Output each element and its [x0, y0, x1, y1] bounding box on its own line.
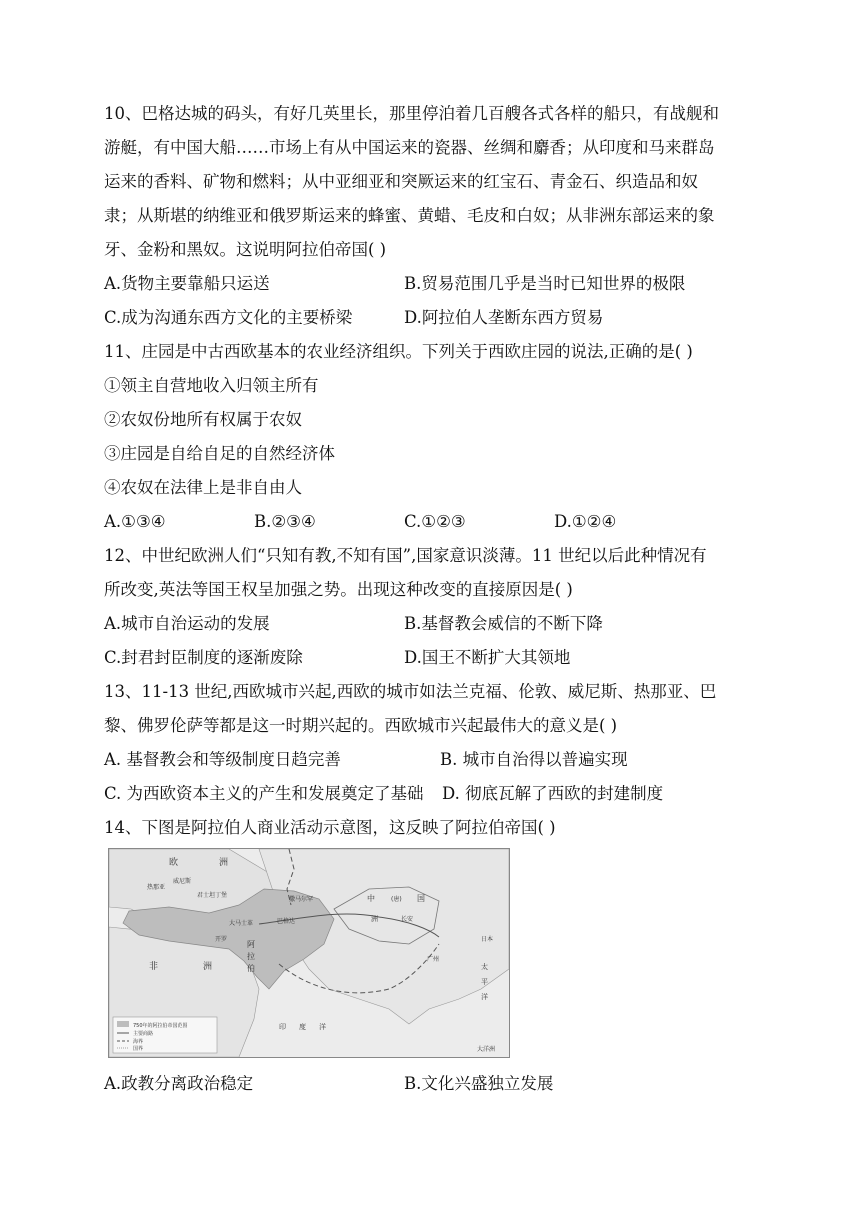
label-indian-ocean-1: 印	[279, 1023, 286, 1031]
question-11-item-3: ③庄园是自给自足的自然经济体	[104, 444, 335, 463]
question-13-option-b[interactable]: B. 城市自治得以普遍实现	[440, 750, 628, 769]
question-12-line-1: 12、中世纪欧洲人们“只知有教,不知有国”,国家意识淡薄。11 世纪以后此种情况有	[104, 546, 707, 565]
question-12-option-c[interactable]: C.封君封臣制度的逐渐废除	[104, 648, 303, 667]
label-china-2: (唐)	[391, 896, 402, 903]
legend-trade-route: 主要商路	[133, 1031, 154, 1037]
label-china-3: 国	[417, 894, 425, 903]
question-13-option-c[interactable]: C. 为西欧资本主义的产生和发展奠定了基础	[104, 784, 424, 803]
question-10-line-5: 牙、金粉和黑奴。这说明阿拉伯帝国( )	[104, 240, 387, 259]
legend-territory: 750年的阿拉伯帝国范围	[133, 1023, 188, 1029]
label-genoa: 热那亚	[147, 884, 166, 891]
legend-land-route: 国界	[133, 1046, 144, 1052]
legend-territory-swatch	[117, 1021, 129, 1027]
label-samarkand: 撒马尔罕	[289, 896, 314, 903]
question-10-option-b[interactable]: B.贸易范围几乎是当时已知世界的极限	[404, 274, 686, 293]
question-11-option-a[interactable]: A.①③④	[104, 512, 166, 531]
label-cairo: 开罗	[215, 936, 228, 943]
question-11-item-4: ④农奴在法律上是非自由人	[104, 478, 302, 497]
question-14-option-a[interactable]: A.政教分离政治稳定	[104, 1074, 254, 1093]
label-baghdad: 巴格达	[277, 918, 296, 925]
label-africa-1: 非	[149, 962, 159, 972]
label-changan: 长安	[401, 916, 414, 923]
label-damascus: 大马士革	[229, 920, 254, 927]
label-africa-2: 洲	[203, 962, 213, 972]
label-guangzhou: 广州	[427, 956, 440, 963]
label-europe-1: 欧	[169, 858, 179, 868]
question-13-line-1: 13、11-13 世纪,西欧城市兴起,西欧的城市如法兰克福、伦敦、威尼斯、热那亚、巴	[104, 682, 717, 701]
label-china-1: 中	[367, 894, 375, 903]
label-arabia-3: 伯	[247, 964, 255, 973]
label-venice: 威尼斯	[173, 878, 192, 885]
question-10-line-2: 游艇，有中国大船……市场上有从中国运来的瓷器、丝绸和麝香；从印度和马来群岛	[104, 138, 715, 157]
label-constantinople: 君士坦丁堡	[197, 892, 228, 899]
question-14-option-b[interactable]: B.文化兴盛独立发展	[404, 1074, 554, 1093]
question-14-stem: 14、下图是阿拉伯人商业活动示意图，这反映了阿拉伯帝国( )	[104, 818, 556, 837]
question-12-option-d[interactable]: D.国王不断扩大其领地	[404, 648, 571, 667]
map-legend	[113, 1017, 217, 1053]
question-11-item-2: ②农奴份地所有权属于农奴	[104, 410, 302, 429]
label-asia: 洲	[371, 915, 378, 923]
question-12-option-a[interactable]: A.城市自治运动的发展	[104, 614, 270, 633]
question-10-line-4: 隶；从斯堪的纳维亚和俄罗斯运来的蜂蜜、黄蜡、毛皮和白奴；从非洲东部运来的象	[104, 206, 715, 225]
question-11-option-d[interactable]: D.①②④	[554, 512, 617, 531]
label-indian-ocean-2: 度	[299, 1023, 306, 1031]
label-indian-ocean-3: 洋	[319, 1023, 326, 1031]
label-pacific-1: 太	[481, 963, 488, 971]
question-10-option-a[interactable]: A.货物主要靠船只运送	[104, 274, 270, 293]
label-japan: 日本	[481, 936, 494, 943]
question-10-line-3: 运来的香料、矿物和燃料；从中亚细亚和突厥运来的红宝石、青金石、织造品和奴	[104, 172, 698, 191]
label-arabia-2: 拉	[247, 952, 255, 961]
question-10-line-1: 10、巴格达城的码头，有好几英里长，那里停泊着几百艘各式各样的船只，有战舰和	[104, 104, 719, 123]
question-11-option-b[interactable]: B.②③④	[254, 512, 316, 531]
label-europe-2: 洲	[219, 858, 229, 868]
question-13-option-d[interactable]: D. 彻底瓦解了西欧的封建制度	[442, 784, 664, 803]
question-13-option-a[interactable]: A. 基督教会和等级制度日趋完善	[104, 750, 341, 769]
legend-sea-route: 海界	[133, 1039, 144, 1045]
arab-trade-map	[108, 848, 510, 1058]
label-oceania: 大洋洲	[477, 1046, 496, 1053]
question-12-line-2: 所改变,英法等国王权呈加强之势。出现这种改变的直接原因是( )	[104, 580, 573, 599]
question-10-option-c[interactable]: C.成为沟通东西方文化的主要桥梁	[104, 308, 353, 327]
question-10-option-d[interactable]: D.阿拉伯人垄断东西方贸易	[404, 308, 604, 327]
question-13-line-2: 黎、佛罗伦萨等都是这一时期兴起的。西欧城市兴起最伟大的意义是( )	[104, 716, 618, 735]
question-11-option-c[interactable]: C.①②③	[404, 512, 466, 531]
question-11-item-1: ①领主自营地收入归领主所有	[104, 376, 319, 395]
question-12-option-b[interactable]: B.基督教会威信的不断下降	[404, 614, 603, 633]
label-arabia-1: 阿	[247, 940, 255, 949]
label-pacific-3: 洋	[481, 993, 488, 1001]
arab-trade-map-svg	[109, 849, 509, 1057]
label-pacific-2: 平	[481, 978, 488, 986]
question-11-stem: 11、庄园是中古西欧基本的农业经济组织。下列关于西欧庄园的说法,正确的是( )	[104, 342, 693, 361]
